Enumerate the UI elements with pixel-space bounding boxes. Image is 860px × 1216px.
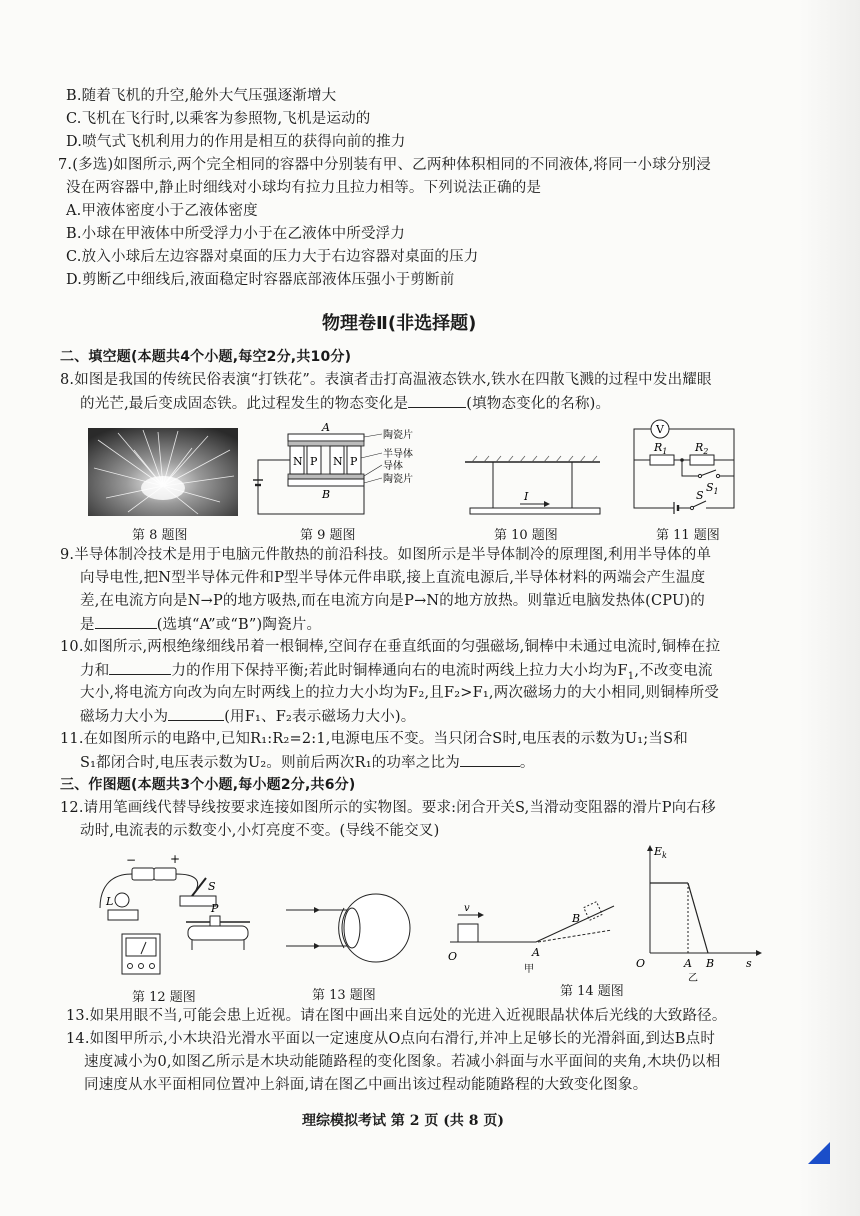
q13-text: 13.如果用眼不当,可能会患上近视。请在图中画出来自远处的光进入近视眼晶状体后光线的大致路径。 (66, 1008, 727, 1024)
fig10-diagram (460, 452, 610, 524)
fig13-svg (284, 878, 414, 972)
caption-fig12: 第 12 题图 (132, 990, 196, 1005)
fig14a-o-label: O (448, 950, 458, 963)
fig11-r1 (650, 455, 674, 465)
q14-line3: 同速度从水平面相同位置冲上斜面,请在图乙中画出该过程动能随路程的大致变化图象。 (84, 1077, 648, 1093)
fig12-switch-label: S (208, 880, 216, 893)
q7-stem-line1: 7.(多选)如图所示,两个完全相同的容器中分别装有甲、乙两种体积相同的不同液体,将同一小球分别浸 (58, 157, 711, 173)
q11-line2-text: S₁都闭合时,电压表示数为U₂。则前后两次R₁的功率之比为 (80, 755, 460, 771)
q10-line2-sub: 1 (627, 670, 635, 682)
fig9-ceramic-label-top: 陶瓷片 (383, 430, 413, 441)
q6-option-c: C.飞机在飞行时,以乘客为参照物,飞机是运动的 (66, 111, 371, 127)
fig11-r2 (690, 455, 714, 465)
fig12-bulb (115, 893, 129, 907)
q9-line4-tail: (选填“A”或“B”)陶瓷片。 (156, 617, 322, 633)
fig11-switch-s1 (700, 470, 716, 476)
fig9-label-b: B (322, 488, 331, 501)
fig13-lens (344, 908, 360, 948)
fig11-voltmeter-label: V (656, 423, 664, 436)
section2-heading: 二、填空题(本题共4个小题,每空2分,共10分) (60, 349, 352, 365)
fig14b-o-label: O (636, 957, 646, 970)
fig9-ceramic-bottom (288, 479, 364, 486)
q11-line2-tail: 。 (519, 755, 535, 771)
q12-line2: 动时,电流表的示数变小,小灯亮度不变。(导线不能交叉) (80, 823, 440, 839)
q7-option-c: C.放入小球后左边容器对桌面的压力大于右边容器对桌面的压力 (66, 249, 479, 265)
fig12-svg (88, 850, 258, 982)
fig8-photo (88, 428, 238, 516)
fig14a-caption: 甲 (524, 964, 534, 974)
q9-line1: 9.半导体制冷技术是用于电脑元件散热的前沿科技。如图所示是半导体制冷的原理图,利用半导体的单 (60, 547, 712, 563)
caption-fig13: 第 13 题图 (312, 988, 376, 1003)
q6-option-b: B.随着飞机的升空,舱外大气压强逐渐增大 (66, 88, 337, 104)
q10-line2-tail: ,不改变电流 (634, 663, 713, 679)
fig14b-a-label: A (684, 957, 692, 970)
q8-answer-blank[interactable] (408, 393, 466, 408)
fig9-p1-label: P (310, 455, 318, 468)
fig9-svg (250, 420, 435, 520)
q10-line3: 大小,将电流方向改为向左时两线上的拉力大小均为F₂,且F₂>F₁,两次磁场力的大小相同,则铜棒所受 (80, 685, 720, 701)
q11-line2 (80, 752, 535, 773)
corner-mark (808, 1142, 830, 1164)
fig14b-ek-label: $E_k$ (654, 845, 667, 860)
fig14b-svg (630, 843, 765, 983)
fig11-svg (626, 418, 756, 522)
fig14b-slope-segment (688, 883, 708, 953)
fig9-conductor-label: 导体 (383, 461, 403, 472)
fig12-battery-2 (154, 868, 176, 880)
fig14b-s-label: s (746, 957, 752, 970)
fig14a-b-label: B (572, 912, 581, 925)
q11-line1: 11.在如图所示的电路中,已知R₁:R₂=2:1,电源电压不变。当只闭合S时,电压表的示数为U₁;当S和 (60, 731, 688, 747)
fig13-diagram (284, 878, 414, 972)
q8-line1: 8.如图是我国的传统民俗表演“打铁花”。表演者击打高温液态铁水,铁水在四散飞溅的过程中发出耀眼 (60, 372, 712, 388)
fig11-r1-label: $R_1$ (654, 441, 668, 456)
q10-answer-blank-2[interactable] (168, 706, 224, 721)
q7-stem-line2: 没在两容器中,静止时细线对小球均有拉力且拉力相等。下列说法正确的是 (66, 180, 542, 196)
q10-line2-mid: 力的作用下保持平衡;若此时铜棒通向右的电流时两线上拉力大小均为F (171, 663, 628, 679)
q7-option-d: D.剪断乙中细线后,液面稳定时容器底部液体压强小于剪断前 (66, 272, 455, 288)
page-footer: 理综模拟考试 第 2 页 (共 8 页) (302, 1113, 504, 1129)
fig9-ceramic-label-bottom: 陶瓷片 (383, 474, 413, 485)
scan-shade (800, 0, 860, 1216)
fig14a-block (458, 924, 478, 942)
fig14b-b-label: B (706, 957, 715, 970)
q10-line4-text: 磁场力大小为 (80, 709, 169, 725)
section3-heading: 三、作图题(本题共3个小题,每小题2分,共6分) (60, 777, 356, 793)
fig9-conductor-bottom (288, 474, 364, 479)
fig9-p2-label: P (350, 455, 358, 468)
fig11-s-label: S (696, 489, 704, 502)
fig9-n1-label: N (293, 455, 303, 468)
q8-line2 (80, 393, 610, 414)
fig11-r2-label: $R_2$ (695, 441, 709, 456)
caption-fig11: 第 11 题图 (656, 528, 720, 543)
q10-line1: 10.如图所示,两根绝缘细线吊着一根铜棒,空间存在垂直纸面的匀强磁场,铜棒中未通过电流时,铜棒在拉 (60, 639, 721, 655)
fig12-minus: − (126, 853, 137, 867)
q11-answer-blank[interactable] (460, 752, 520, 767)
q9-line4-text: 是 (80, 617, 95, 633)
fig9-ceramic-top (288, 434, 364, 441)
fig11-s1-label: $S_1$ (706, 481, 719, 496)
fig8-sparks-image (88, 428, 238, 516)
fig9-label-a: A (322, 421, 330, 434)
fig14a-block-at-b (584, 902, 603, 921)
fig10-svg (460, 452, 610, 524)
fig10-current-label: I (524, 490, 529, 503)
q9-line3: 差,在电流方向是N→P的地方吸热,而在电流方向是P→N的地方放热。则靠近电脑发热体(CPU)的 (80, 593, 705, 609)
caption-fig9: 第 9 题图 (300, 528, 356, 543)
q10-answer-blank-1[interactable] (109, 660, 171, 675)
fig12-slider (210, 916, 220, 926)
fig9-semiconductor-label: 半导体 (383, 449, 413, 460)
q14-line2: 速度减小为0,如图乙所示是木块动能随路程的变化图象。若减小斜面与水平面间的夹角,木块仍以相 (84, 1054, 721, 1070)
q10-line2-text: 力和 (80, 663, 110, 679)
q9-line2: 向导电性,把N型半导体元件和P型半导体元件串联,接上直流电源后,半导体材料的两端会产生温度 (80, 570, 706, 586)
fig14a-diagram (446, 900, 616, 974)
q8-line2-text: 的光芒,最后变成固态铁。此过程发生的物态变化是 (80, 396, 409, 412)
caption-fig14: 第 14 题图 (560, 984, 624, 999)
fig9-n2-label: N (333, 455, 343, 468)
fig12-battery-1 (132, 868, 154, 880)
q9-line4 (80, 614, 321, 635)
q7-option-a: A.甲液体密度小于乙液体密度 (66, 203, 258, 219)
q7-option-b: B.小球在甲液体中所受浮力小于在乙液体中所受浮力 (66, 226, 406, 242)
fig12-lamp-label: L (106, 895, 114, 908)
q9-answer-blank[interactable] (95, 614, 157, 629)
q10-line4 (80, 706, 415, 727)
fig14a-v-label: v (464, 903, 470, 914)
part2-title: 物理卷Ⅱ(非选择题) (322, 313, 477, 334)
q14-line1: 14.如图甲所示,小木块沿光滑水平面以一定速度从O点向右滑行,并冲上足够长的光滑斜面,到达B点时 (66, 1031, 716, 1047)
fig12-switch-blade (192, 878, 206, 896)
fig12-plus: + (170, 852, 181, 866)
caption-fig8: 第 8 题图 (132, 528, 188, 543)
fig9-conductor-top (288, 441, 364, 446)
fig14b-caption: 乙 (688, 973, 698, 983)
fig9-diagram (250, 420, 435, 520)
fig10-copper-rod (470, 508, 600, 514)
fig14a-svg (446, 900, 616, 974)
q8-line2-tail: (填物态变化的名称)。 (466, 396, 611, 412)
caption-fig10: 第 10 题图 (494, 528, 558, 543)
fig14b-graph (630, 843, 765, 983)
fig14a-a-label: A (532, 946, 540, 959)
fig12-diagram (88, 850, 258, 982)
fig12-slider-label: P (211, 902, 219, 915)
q6-option-d: D.喷气式飞机利用力的作用是相互的获得向前的推力 (66, 134, 406, 150)
fig11-diagram (626, 418, 756, 522)
q12-line1: 12.请用笔画线代替导线按要求连接如图所示的实物图。要求:闭合开关S,当滑动变阻器的滑片P向右移 (60, 800, 716, 816)
q10-line4-tail: (用F₁、F₂表示磁场力大小)。 (224, 709, 416, 725)
fig12-bulb-base (108, 910, 138, 920)
fig12-rheostat (188, 926, 248, 940)
